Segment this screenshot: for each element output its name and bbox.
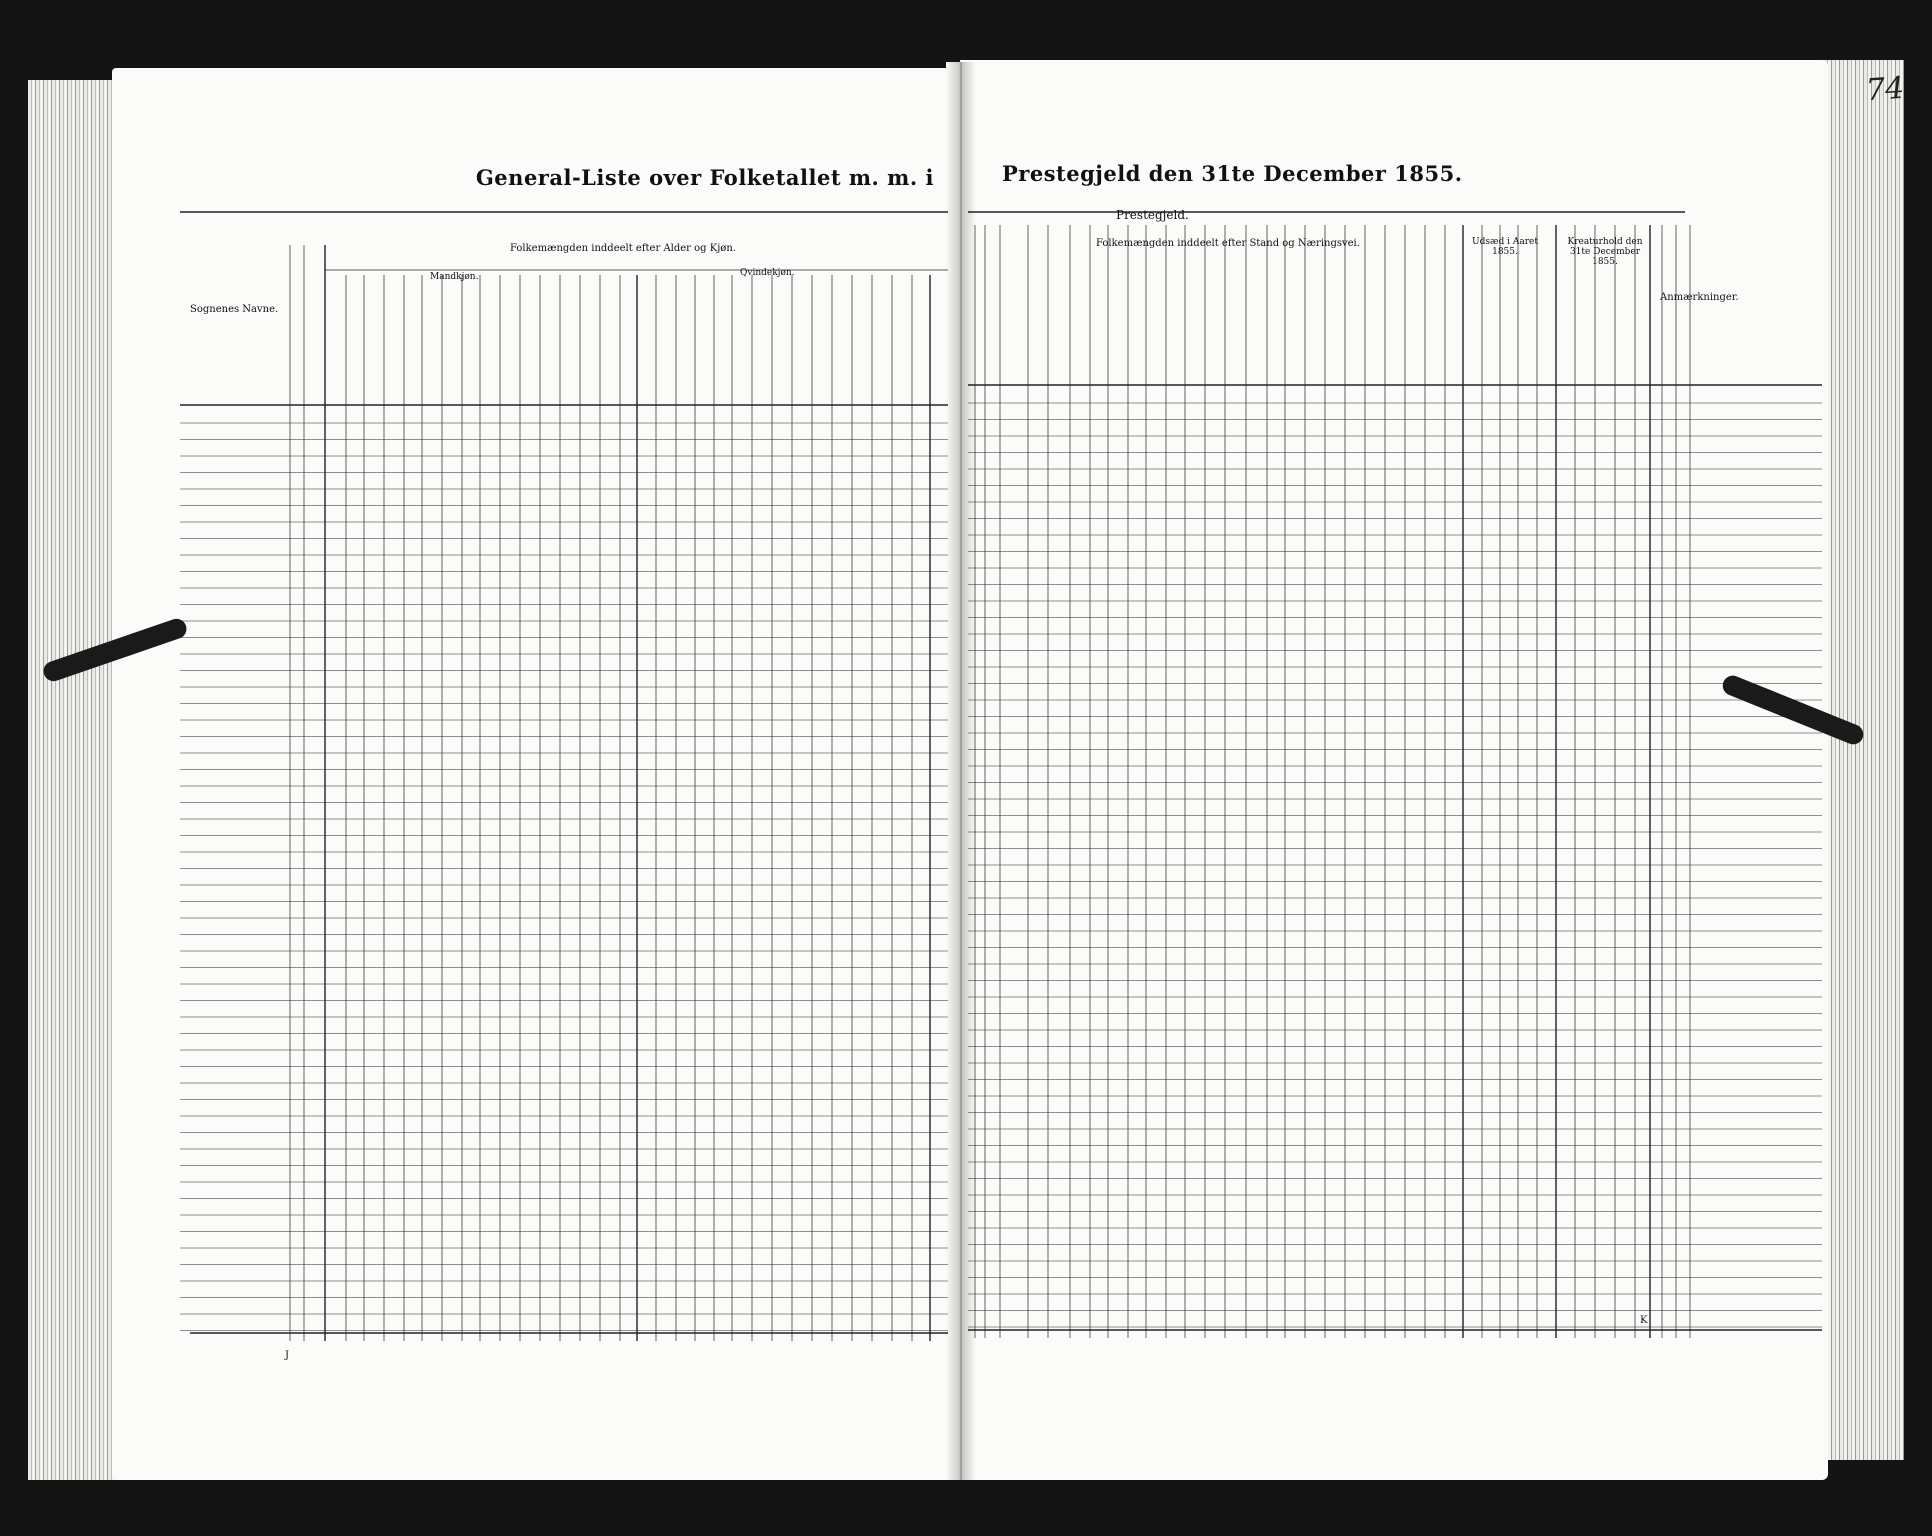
group-livestock: Kreaturhold den 31te December 1855.	[1567, 237, 1643, 267]
footer-mark-left: J	[285, 1350, 290, 1361]
subheading-occupation: Folkemængden inddeelt efter Stand og Næringsvei.	[1096, 238, 1360, 249]
page-title-left: General-Liste over Folketallet m. m. i	[475, 165, 934, 190]
group-male: Mandkjøn.	[430, 272, 479, 282]
subheading-age-sex: Folkemængden inddeelt efter Alder og Kjøn.	[510, 243, 736, 254]
column-parish-names: Sognenes Navne.	[190, 304, 279, 315]
parish-label: Prestegjeld.	[1116, 208, 1189, 222]
column-remarks: Anmærkninger.	[1660, 292, 1739, 303]
page-title-right: Prestegjeld den 31te December 1855.	[1002, 161, 1463, 186]
footer-mark-right: K	[1640, 1315, 1648, 1326]
group-female: Qvindekjøn.	[740, 268, 795, 278]
folio-number: 74	[1864, 70, 1906, 109]
group-sown: Udsæd i Aaret 1855.	[1472, 237, 1538, 257]
